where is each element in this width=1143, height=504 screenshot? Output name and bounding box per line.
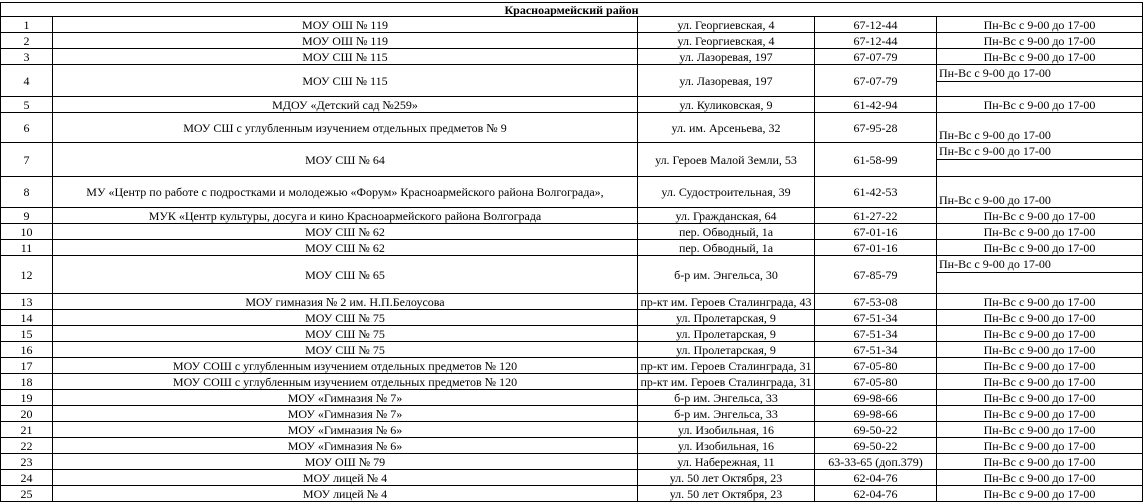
- table-row: [1, 97, 1143, 113]
- institution-address: ул. Лазоревая, 197: [638, 65, 815, 97]
- working-hours: Пн-Вс с 9-00 до 17-00: [937, 208, 1143, 224]
- institution-phone: 62-04-76: [815, 470, 937, 486]
- institution-phone: 69-98-66: [815, 390, 937, 406]
- institution-name: МОУ ОШ № 119: [53, 17, 638, 33]
- institution-name: МОУ лицей № 4: [53, 470, 638, 486]
- section-title: Красноармейский район: [1, 3, 1143, 17]
- institution-phone: 67-51-34: [815, 326, 937, 342]
- working-hours: Пн-Вс с 9-00 до 17-00: [937, 33, 1143, 49]
- institution-address: ул. Георгиевская, 4: [638, 33, 815, 49]
- working-hours: Пн-Вс с 9-00 до 17-00: [937, 113, 1143, 143]
- institution-phone: 61-42-94: [815, 97, 937, 113]
- institution-address: б-р им. Энгельса, 30: [638, 256, 815, 294]
- working-hours: Пн-Вс с 9-00 до 17-00: [937, 374, 1143, 390]
- working-hours: Пн-Вс с 9-00 до 17-00: [937, 422, 1143, 438]
- institution-name: МОУ СОШ с углубленным изучением отдельных предметов № 120: [53, 374, 638, 390]
- working-hours: Пн-Вс с 9-00 до 17-00: [937, 143, 1142, 160]
- schedule-cell: [937, 256, 1143, 294]
- row-number: 14: [1, 310, 53, 326]
- table-row: [1, 65, 1143, 97]
- table-row: [1, 256, 1143, 294]
- table-row: [1, 177, 1143, 208]
- table-row: [1, 240, 1143, 256]
- row-number: 9: [1, 208, 53, 224]
- institution-phone: 63-33-65 (доп.379): [815, 454, 937, 470]
- institution-address: ул. им. Арсеньева, 32: [638, 113, 815, 143]
- institution-address: ул. Пролетарская, 9: [638, 326, 815, 342]
- institution-phone: 69-98-66: [815, 406, 937, 422]
- institution-name: МОУ СШ № 75: [53, 342, 638, 358]
- working-hours: Пн-Вс с 9-00 до 17-00: [937, 326, 1143, 342]
- row-number: 13: [1, 294, 53, 310]
- institution-phone: 67-85-79: [815, 256, 937, 294]
- institution-name: МОУ СШ № 115: [53, 49, 638, 65]
- working-hours: Пн-Вс с 9-00 до 17-00: [937, 224, 1143, 240]
- institution-phone: 67-95-28: [815, 113, 937, 143]
- working-hours: Пн-Вс с 9-00 до 17-00: [937, 406, 1143, 422]
- working-hours: Пн-Вс с 9-00 до 17-00: [937, 358, 1143, 374]
- institution-phone: 61-58-99: [815, 143, 937, 177]
- row-number: 8: [1, 177, 53, 208]
- institution-address: ул. Героев Малой Земли, 53: [638, 143, 815, 177]
- institution-address: б-р им. Энгельса, 33: [638, 390, 815, 406]
- row-number: 18: [1, 374, 53, 390]
- institution-address: пр-кт им. Героев Сталинграда, 31: [638, 358, 815, 374]
- institution-address: ул. 50 лет Октября, 23: [638, 470, 815, 486]
- section-header-row: [1, 3, 1143, 17]
- table-row: [1, 342, 1143, 358]
- institution-phone: 67-12-44: [815, 33, 937, 49]
- institution-phone: 67-05-80: [815, 374, 937, 390]
- row-number: 5: [1, 97, 53, 113]
- institution-phone: 67-51-34: [815, 310, 937, 326]
- working-hours: Пн-Вс с 9-00 до 17-00: [937, 294, 1143, 310]
- institution-name: МОУ гимназия № 2 им. Н.П.Белоусова: [53, 294, 638, 310]
- table-row: [1, 310, 1143, 326]
- institution-phone: 67-12-44: [815, 17, 937, 33]
- working-hours: Пн-Вс с 9-00 до 17-00: [937, 470, 1143, 486]
- institution-name: МОУ «Гимназия № 6»: [53, 422, 638, 438]
- table-row: [1, 113, 1143, 143]
- working-hours: Пн-Вс с 9-00 до 17-00: [937, 97, 1143, 113]
- row-number: 1: [1, 17, 53, 33]
- table-row: [1, 294, 1143, 310]
- working-hours: Пн-Вс с 9-00 до 17-00: [937, 390, 1143, 406]
- institution-name: МОУ СШ с углубленным изучением отдельных предметов № 9: [53, 113, 638, 143]
- institution-phone: 69-50-22: [815, 422, 937, 438]
- institution-phone: 67-01-16: [815, 224, 937, 240]
- row-number: 16: [1, 342, 53, 358]
- working-hours: Пн-Вс с 9-00 до 17-00: [937, 240, 1143, 256]
- institution-name: МОУ ОШ № 119: [53, 33, 638, 49]
- working-hours: Пн-Вс с 9-00 до 17-00: [937, 49, 1143, 65]
- institution-phone: 67-07-79: [815, 49, 937, 65]
- row-number: 25: [1, 486, 53, 502]
- table-row: [1, 326, 1143, 342]
- institution-phone: 61-27-22: [815, 208, 937, 224]
- row-number: 24: [1, 470, 53, 486]
- institution-address: ул. Судостроительная, 39: [638, 177, 815, 208]
- table-row: [1, 422, 1143, 438]
- table-row: [1, 406, 1143, 422]
- table-row: [1, 470, 1143, 486]
- row-number: 2: [1, 33, 53, 49]
- working-hours: Пн-Вс с 9-00 до 17-00: [937, 17, 1143, 33]
- institution-address: ул. Изобильная, 16: [638, 422, 815, 438]
- working-hours: Пн-Вс с 9-00 до 17-00: [937, 342, 1143, 358]
- institution-phone: 67-51-34: [815, 342, 937, 358]
- row-number: 22: [1, 438, 53, 454]
- institution-name: МОУ «Гимназия № 7»: [53, 390, 638, 406]
- row-number: 4: [1, 65, 53, 97]
- table-row: [1, 454, 1143, 470]
- institution-phone: 67-01-16: [815, 240, 937, 256]
- institution-phone: 62-04-76: [815, 486, 937, 502]
- working-hours: Пн-Вс с 9-00 до 17-00: [937, 438, 1143, 454]
- institution-name: МДОУ «Детский сад №259»: [53, 97, 638, 113]
- institution-address: ул. Гражданская, 64: [638, 208, 815, 224]
- institution-name: МОУ СШ № 64: [53, 143, 638, 177]
- institution-address: ул. Пролетарская, 9: [638, 342, 815, 358]
- table-row: [1, 143, 1143, 177]
- institution-name: МОУ ОШ № 79: [53, 454, 638, 470]
- institution-name: МОУ СОШ с углубленным изучением отдельных предметов № 120: [53, 358, 638, 374]
- institution-name: МУ «Центр по работе с подростками и молодежью «Форум» Красноармейского района Волгограда»,: [53, 177, 638, 208]
- table-row: [1, 208, 1143, 224]
- institutions-table: [0, 2, 1143, 502]
- table-row: [1, 390, 1143, 406]
- institution-name: МОУ «Гимназия № 7»: [53, 406, 638, 422]
- institution-address: ул. 50 лет Октября, 23: [638, 486, 815, 502]
- institution-phone: 69-50-22: [815, 438, 937, 454]
- institution-address: пер. Обводный, 1а: [638, 240, 815, 256]
- institution-address: ул. Пролетарская, 9: [638, 310, 815, 326]
- institution-phone: 67-05-80: [815, 358, 937, 374]
- institution-phone: 67-53-08: [815, 294, 937, 310]
- institution-address: б-р им. Энгельса, 33: [638, 406, 815, 422]
- institution-address: пер. Обводный, 1а: [638, 224, 815, 240]
- schedule-cell: [937, 143, 1143, 177]
- working-hours: Пн-Вс с 9-00 до 17-00: [937, 486, 1143, 502]
- table-row: [1, 486, 1143, 502]
- institution-phone: 61-42-53: [815, 177, 937, 208]
- working-hours: Пн-Вс с 9-00 до 17-00: [937, 256, 1142, 273]
- table-row: [1, 374, 1143, 390]
- institution-name: МОУ «Гимназия № 6»: [53, 438, 638, 454]
- institution-address: пр-кт им. Героев Сталинграда, 31: [638, 374, 815, 390]
- institution-address: ул. Лазоревая, 197: [638, 49, 815, 65]
- institution-phone: 67-07-79: [815, 65, 937, 97]
- institution-name: МОУ СШ № 115: [53, 65, 638, 97]
- row-number: 12: [1, 256, 53, 294]
- row-number: 7: [1, 143, 53, 177]
- table-row: [1, 438, 1143, 454]
- institution-name: МУК «Центр культуры, досуга и кино Красноармейского района Волгограда: [53, 208, 638, 224]
- row-number: 23: [1, 454, 53, 470]
- institution-name: МОУ СШ № 62: [53, 240, 638, 256]
- institution-address: ул. Георгиевская, 4: [638, 17, 815, 33]
- table-row: [1, 358, 1143, 374]
- row-number: 15: [1, 326, 53, 342]
- row-number: 6: [1, 113, 53, 143]
- table-row: [1, 49, 1143, 65]
- row-number: 21: [1, 422, 53, 438]
- working-hours: Пн-Вс с 9-00 до 17-00: [937, 454, 1143, 470]
- working-hours: Пн-Вс с 9-00 до 17-00: [937, 65, 1142, 82]
- institution-name: МОУ лицей № 4: [53, 486, 638, 502]
- row-number: 3: [1, 49, 53, 65]
- institution-name: МОУ СШ № 65: [53, 256, 638, 294]
- table-row: [1, 224, 1143, 240]
- institution-address: ул. Набережная, 11: [638, 454, 815, 470]
- institution-name: МОУ СШ № 75: [53, 310, 638, 326]
- institution-name: МОУ СШ № 75: [53, 326, 638, 342]
- working-hours: Пн-Вс с 9-00 до 17-00: [937, 177, 1143, 208]
- institution-address: пр-кт им. Героев Сталинграда, 43: [638, 294, 815, 310]
- working-hours: Пн-Вс с 9-00 до 17-00: [937, 310, 1143, 326]
- institution-name: МОУ СШ № 62: [53, 224, 638, 240]
- row-number: 10: [1, 224, 53, 240]
- row-number: 17: [1, 358, 53, 374]
- schedule-cell: [937, 65, 1143, 97]
- row-number: 20: [1, 406, 53, 422]
- institution-address: ул. Куликовская, 9: [638, 97, 815, 113]
- institution-address: ул. Изобильная, 16: [638, 438, 815, 454]
- row-number: 11: [1, 240, 53, 256]
- table-row: [1, 17, 1143, 33]
- row-number: 19: [1, 390, 53, 406]
- table-row: [1, 33, 1143, 49]
